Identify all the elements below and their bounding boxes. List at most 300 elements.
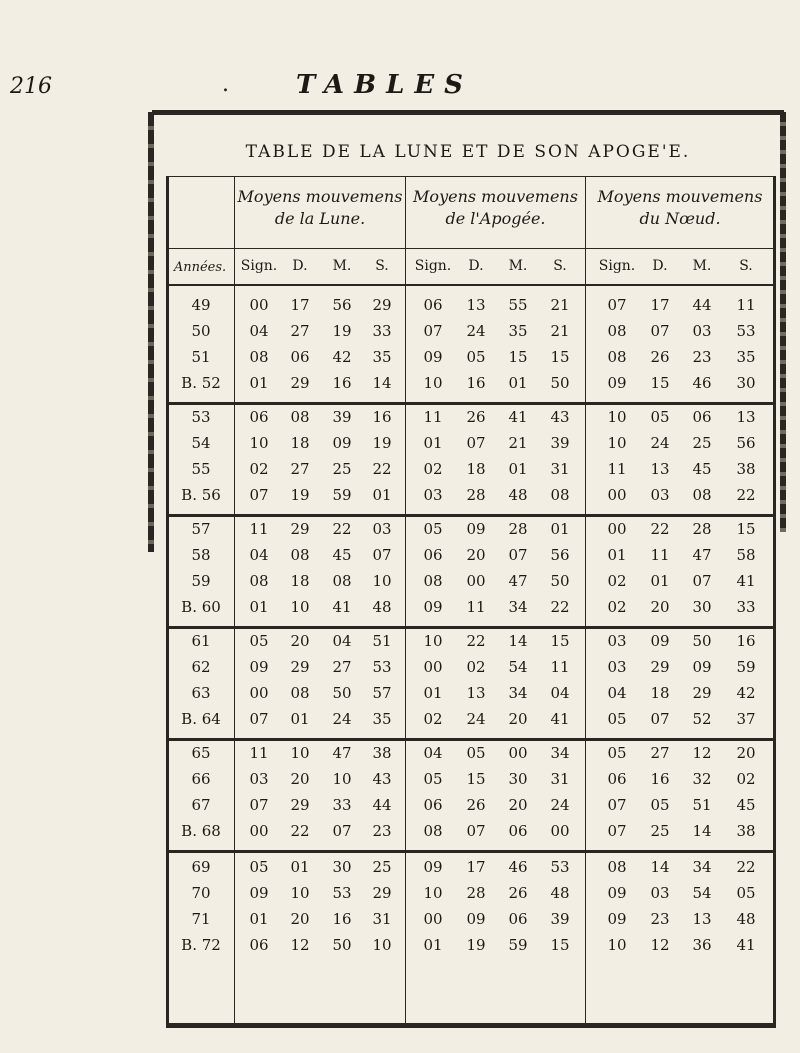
table-row (166, 822, 770, 850)
column-headers (166, 258, 770, 282)
top-rule (152, 110, 784, 115)
lune-sign-cell: 04 (249, 546, 269, 564)
noeud-sign-cell: 10 (607, 434, 627, 452)
lune-minutes-cell: 33 (332, 796, 352, 814)
lune-minutes-cell: 08 (332, 572, 352, 590)
lune-seconds-cell: 19 (372, 434, 392, 452)
lune-sign-cell: 07 (249, 710, 269, 728)
lune-sign-cell: 08 (249, 348, 269, 366)
lune-sign-cell: 07 (249, 796, 269, 814)
noeud-seconds-cell: 20 (736, 744, 756, 762)
apogee-seconds-cell: 08 (550, 486, 570, 504)
apogee-degrees-cell: 05 (466, 744, 486, 762)
lune-minutes-cell: 30 (332, 858, 352, 876)
apogee-sign-cell: 01 (423, 684, 443, 702)
lune-degrees-cell: 12 (290, 936, 310, 954)
year-cell: 50 (191, 322, 211, 340)
lune-minutes-cell: 09 (332, 434, 352, 452)
noeud-minutes-cell: 54 (692, 884, 712, 902)
lune-minutes-cell: 24 (332, 710, 352, 728)
table-row (166, 936, 770, 964)
apogee-degrees-cell: 17 (466, 858, 486, 876)
block-separator-rule (166, 402, 776, 405)
noeud-minutes-cell: 29 (692, 684, 712, 702)
apogee-sign-cell: 07 (423, 322, 443, 340)
noeud-sign-cell: 08 (607, 858, 627, 876)
noeud-degrees-cell: 20 (650, 598, 670, 616)
apogee-minutes-cell: 07 (508, 546, 528, 564)
apogee-minutes-cell: 21 (508, 434, 528, 452)
year-cell: B. 72 (181, 936, 221, 954)
noeud-seconds-cell: 30 (736, 374, 756, 392)
apogee-minutes-cell: 06 (508, 822, 528, 840)
noeud-minutes-cell: 06 (692, 408, 712, 426)
apogee-seconds-cell: 31 (550, 460, 570, 478)
apogee-degrees-cell: 07 (466, 434, 486, 452)
lune-seconds-cell: 07 (372, 546, 392, 564)
apogee-sign-cell: 06 (423, 546, 443, 564)
lune-sign-cell: 05 (249, 858, 269, 876)
apogee-degrees-cell: 00 (466, 572, 486, 590)
noeud-minutes-cell: 32 (692, 770, 712, 788)
apogee-seconds-cell: 41 (550, 710, 570, 728)
apogee-seconds-cell: 34 (550, 744, 570, 762)
lune-sign-cell: 09 (249, 884, 269, 902)
noeud-sign-cell: 05 (607, 710, 627, 728)
lune-degrees-cell: 29 (290, 520, 310, 538)
table-row (166, 374, 770, 402)
noeud-seconds-cell: 53 (736, 322, 756, 340)
table-row (166, 684, 770, 712)
apogee-seconds-cell: 24 (550, 796, 570, 814)
noeud-seconds-cell: 41 (736, 572, 756, 590)
apogee-sign-cell: 02 (423, 710, 443, 728)
lune-sign-cell: 05 (249, 632, 269, 650)
noeud-sign-cell: 10 (607, 936, 627, 954)
lune-degrees-cell: 17 (290, 296, 310, 314)
lune-minutes-cell: 42 (332, 348, 352, 366)
apogee-minutes-cell: 47 (508, 572, 528, 590)
group-header-line2: du Nœud. (639, 209, 721, 228)
lune-minutes-cell: 41 (332, 598, 352, 616)
noeud-sign-cell: 03 (607, 632, 627, 650)
noeud-degrees-cell: 27 (650, 744, 670, 762)
apogee-sign-cell: 01 (423, 434, 443, 452)
lune-sign-cell: 00 (249, 684, 269, 702)
apogee-sign-cell: 09 (423, 348, 443, 366)
lune-seconds-cell: 48 (372, 598, 392, 616)
lune-minutes-cell: 53 (332, 884, 352, 902)
apogee-degrees-cell: 24 (466, 322, 486, 340)
noeud-sign-cell: 09 (607, 374, 627, 392)
lune-sign-cell: 06 (249, 936, 269, 954)
group-header-line1: Moyens mouvemens (597, 187, 763, 206)
apogee-minutes-cell: 35 (508, 322, 528, 340)
lune-seconds-cell: 57 (372, 684, 392, 702)
year-cell: 59 (191, 572, 211, 590)
group-header-line2: de la Lune. (274, 209, 366, 228)
lune-seconds-cell: 38 (372, 744, 392, 762)
year-cell: 58 (191, 546, 211, 564)
lune-sign-cell: 00 (249, 296, 269, 314)
lune-minutes-cell: 04 (332, 632, 352, 650)
apogee-minutes-cell: 54 (508, 658, 528, 676)
lune-seconds-cell: 01 (372, 486, 392, 504)
apogee-seconds-cell: 15 (550, 936, 570, 954)
noeud-seconds-cell: 11 (736, 296, 756, 314)
noeud-sign-cell: 04 (607, 684, 627, 702)
lune-minutes-cell: 56 (332, 296, 352, 314)
block-separator-rule (166, 850, 776, 853)
noeud-degrees-cell: 07 (650, 710, 670, 728)
apogee-sign-cell: 01 (423, 936, 443, 954)
year-cell: 51 (191, 348, 211, 366)
lune-sign-cell: 04 (249, 322, 269, 340)
lune-sign-cell: 01 (249, 598, 269, 616)
noeud-sign-cell: 08 (607, 322, 627, 340)
noeud-degrees-cell: 16 (650, 770, 670, 788)
apogee-degrees-cell: 20 (466, 546, 486, 564)
noeud-sign-cell: 00 (607, 486, 627, 504)
lune-seconds-cell: 16 (372, 408, 392, 426)
noeud-sign-cell: 00 (607, 520, 627, 538)
apogee-sign-cell: 05 (423, 520, 443, 538)
noeud-sign-cell: 10 (607, 408, 627, 426)
apogee-degrees-cell: 07 (466, 822, 486, 840)
noeud-degrees-cell: 15 (650, 374, 670, 392)
noeud-minutes-cell: 12 (692, 744, 712, 762)
lune-sign-cell: 01 (249, 374, 269, 392)
year-cell: 66 (191, 770, 211, 788)
noeud-minutes-cell: 03 (692, 322, 712, 340)
apogee-seconds-cell: 21 (550, 322, 570, 340)
apogee-sign-cell: 09 (423, 858, 443, 876)
noeud-degrees-cell: 25 (650, 822, 670, 840)
apogee-degrees-cell: 13 (466, 296, 486, 314)
apogee-sign-cell: 02 (423, 460, 443, 478)
year-cell: B. 68 (181, 822, 221, 840)
apogee-minutes-cell: 28 (508, 520, 528, 538)
group-header-rule (166, 248, 776, 249)
lune-degrees-cell: 08 (290, 684, 310, 702)
lune-degrees-cell: 18 (290, 572, 310, 590)
lune-seconds-cell: 25 (372, 858, 392, 876)
apogee-minutes-cell: 41 (508, 408, 528, 426)
year-cell: B. 64 (181, 710, 221, 728)
table-row (166, 884, 770, 912)
lune-sign-cell: 01 (249, 910, 269, 928)
lune-degrees-cell: 08 (290, 408, 310, 426)
left-border-ornament (148, 112, 154, 552)
noeud-sign-cell: 02 (607, 572, 627, 590)
noeud-sign-cell: 06 (607, 770, 627, 788)
table-title: TABLE DE LA LUNE ET DE SON APOGE'E. (245, 142, 691, 162)
apogee-seconds-cell: 01 (550, 520, 570, 538)
apogee-sign-cell: 04 (423, 744, 443, 762)
apogee-sign-cell: 03 (423, 486, 443, 504)
col-header-sign: Sign. (414, 258, 452, 274)
lune-minutes-cell: 16 (332, 910, 352, 928)
apogee-minutes-cell: 00 (508, 744, 528, 762)
block-separator-rule (166, 626, 776, 629)
noeud-seconds-cell: 22 (736, 858, 756, 876)
table-row (166, 710, 770, 738)
apogee-degrees-cell: 26 (466, 408, 486, 426)
apogee-sign-cell: 08 (423, 572, 443, 590)
col-header-minutes: M. (508, 258, 528, 274)
noeud-seconds-cell: 42 (736, 684, 756, 702)
noeud-seconds-cell: 15 (736, 520, 756, 538)
group-header-line1: Moyens mouvemens (413, 187, 578, 206)
apogee-seconds-cell: 04 (550, 684, 570, 702)
apogee-degrees-cell: 09 (466, 910, 486, 928)
lune-sign-cell: 02 (249, 460, 269, 478)
apogee-minutes-cell: 01 (508, 460, 528, 478)
apogee-minutes-cell: 20 (508, 710, 528, 728)
lune-sign-cell: 06 (249, 408, 269, 426)
apogee-degrees-cell: 15 (466, 770, 486, 788)
year-cell: 71 (191, 910, 211, 928)
table-row (166, 546, 770, 574)
table-row (166, 434, 770, 462)
noeud-minutes-cell: 07 (692, 572, 712, 590)
lune-seconds-cell: 31 (372, 910, 392, 928)
col-header-seconds: S. (375, 258, 389, 274)
table-row (166, 520, 770, 548)
apogee-minutes-cell: 30 (508, 770, 528, 788)
table-row (166, 348, 770, 376)
apogee-seconds-cell: 48 (550, 884, 570, 902)
table-row (166, 744, 770, 772)
noeud-degrees-cell: 05 (650, 796, 670, 814)
lune-degrees-cell: 10 (290, 884, 310, 902)
apogee-sign-cell: 05 (423, 770, 443, 788)
noeud-degrees-cell: 24 (650, 434, 670, 452)
apogee-degrees-cell: 13 (466, 684, 486, 702)
page-header (0, 0, 800, 100)
lune-degrees-cell: 29 (290, 374, 310, 392)
apogee-minutes-cell: 14 (508, 632, 528, 650)
noeud-degrees-cell: 13 (650, 460, 670, 478)
lune-minutes-cell: 25 (332, 460, 352, 478)
apogee-degrees-cell: 02 (466, 658, 486, 676)
noeud-seconds-cell: 45 (736, 796, 756, 814)
apogee-minutes-cell: 20 (508, 796, 528, 814)
noeud-sign-cell: 05 (607, 744, 627, 762)
block-separator-rule (166, 738, 776, 741)
noeud-degrees-cell: 12 (650, 936, 670, 954)
apogee-minutes-cell: 01 (508, 374, 528, 392)
running-title: TABLES (296, 70, 473, 100)
table-row (166, 296, 770, 324)
col-header-seconds: S. (739, 258, 753, 274)
noeud-minutes-cell: 52 (692, 710, 712, 728)
apogee-seconds-cell: 31 (550, 770, 570, 788)
noeud-minutes-cell: 44 (692, 296, 712, 314)
lune-degrees-cell: 20 (290, 632, 310, 650)
table-row (166, 858, 770, 886)
noeud-sign-cell: 07 (607, 296, 627, 314)
noeud-minutes-cell: 36 (692, 936, 712, 954)
lune-sign-cell: 03 (249, 770, 269, 788)
col-header-degrees: D. (652, 258, 668, 274)
apogee-seconds-cell: 15 (550, 348, 570, 366)
year-cell: 69 (191, 858, 211, 876)
lune-degrees-cell: 08 (290, 546, 310, 564)
col-header-seconds: S. (553, 258, 567, 274)
table-row (166, 486, 770, 514)
lune-minutes-cell: 50 (332, 936, 352, 954)
noeud-minutes-cell: 14 (692, 822, 712, 840)
noeud-seconds-cell: 13 (736, 408, 756, 426)
noeud-minutes-cell: 50 (692, 632, 712, 650)
col-header-minutes: M. (692, 258, 712, 274)
apogee-minutes-cell: 26 (508, 884, 528, 902)
group-header-lune (236, 186, 404, 246)
noeud-degrees-cell: 09 (650, 632, 670, 650)
noeud-seconds-cell: 48 (736, 910, 756, 928)
years-header: Années. (173, 260, 227, 275)
noeud-degrees-cell: 01 (650, 572, 670, 590)
lune-degrees-cell: 18 (290, 434, 310, 452)
apogee-degrees-cell: 16 (466, 374, 486, 392)
noeud-minutes-cell: 28 (692, 520, 712, 538)
noeud-degrees-cell: 17 (650, 296, 670, 314)
year-cell: 67 (191, 796, 211, 814)
apogee-degrees-cell: 28 (466, 884, 486, 902)
lune-minutes-cell: 45 (332, 546, 352, 564)
lune-degrees-cell: 20 (290, 910, 310, 928)
noeud-degrees-cell: 22 (650, 520, 670, 538)
page-number: 216 (10, 74, 52, 99)
apogee-minutes-cell: 55 (508, 296, 528, 314)
group-header-noeud (587, 186, 773, 246)
noeud-minutes-cell: 30 (692, 598, 712, 616)
lune-sign-cell: 09 (249, 658, 269, 676)
noeud-seconds-cell: 56 (736, 434, 756, 452)
lune-sign-cell: 10 (249, 434, 269, 452)
apogee-degrees-cell: 11 (466, 598, 486, 616)
noeud-degrees-cell: 05 (650, 408, 670, 426)
lune-minutes-cell: 39 (332, 408, 352, 426)
noeud-seconds-cell: 05 (736, 884, 756, 902)
lune-degrees-cell: 10 (290, 744, 310, 762)
noeud-seconds-cell: 58 (736, 546, 756, 564)
noeud-degrees-cell: 23 (650, 910, 670, 928)
col-header-degrees: D. (292, 258, 308, 274)
table-row (166, 796, 770, 824)
apogee-seconds-cell: 39 (550, 910, 570, 928)
noeud-minutes-cell: 13 (692, 910, 712, 928)
lune-degrees-cell: 27 (290, 322, 310, 340)
year-cell: B. 52 (181, 374, 221, 392)
lune-sign-cell: 00 (249, 822, 269, 840)
lune-minutes-cell: 50 (332, 684, 352, 702)
group-header-line1: Moyens mouvemens (237, 187, 403, 206)
noeud-degrees-cell: 07 (650, 322, 670, 340)
year-cell: 55 (191, 460, 211, 478)
apogee-sign-cell: 10 (423, 884, 443, 902)
apogee-sign-cell: 00 (423, 910, 443, 928)
noeud-degrees-cell: 29 (650, 658, 670, 676)
lune-minutes-cell: 22 (332, 520, 352, 538)
lune-minutes-cell: 59 (332, 486, 352, 504)
lune-seconds-cell: 51 (372, 632, 392, 650)
noeud-seconds-cell: 02 (736, 770, 756, 788)
noeud-minutes-cell: 45 (692, 460, 712, 478)
lune-degrees-cell: 19 (290, 486, 310, 504)
noeud-sign-cell: 11 (607, 460, 627, 478)
apogee-seconds-cell: 15 (550, 632, 570, 650)
lune-degrees-cell: 10 (290, 598, 310, 616)
lune-minutes-cell: 16 (332, 374, 352, 392)
lune-seconds-cell: 10 (372, 572, 392, 590)
noeud-sign-cell: 09 (607, 884, 627, 902)
year-cell: 65 (191, 744, 211, 762)
group-header-apogee (407, 186, 584, 246)
lune-seconds-cell: 53 (372, 658, 392, 676)
apogee-degrees-cell: 24 (466, 710, 486, 728)
block-separator-rule (166, 514, 776, 517)
lune-seconds-cell: 43 (372, 770, 392, 788)
lune-seconds-cell: 29 (372, 296, 392, 314)
apogee-degrees-cell: 18 (466, 460, 486, 478)
apogee-sign-cell: 06 (423, 296, 443, 314)
lune-seconds-cell: 03 (372, 520, 392, 538)
apogee-seconds-cell: 50 (550, 374, 570, 392)
apogee-seconds-cell: 22 (550, 598, 570, 616)
apogee-minutes-cell: 34 (508, 684, 528, 702)
apogee-minutes-cell: 48 (508, 486, 528, 504)
noeud-sign-cell: 02 (607, 598, 627, 616)
lune-seconds-cell: 35 (372, 710, 392, 728)
year-cell: 70 (191, 884, 211, 902)
noeud-degrees-cell: 18 (650, 684, 670, 702)
lune-sign-cell: 08 (249, 572, 269, 590)
noeud-minutes-cell: 25 (692, 434, 712, 452)
noeud-sign-cell: 03 (607, 658, 627, 676)
apogee-seconds-cell: 50 (550, 572, 570, 590)
apogee-sign-cell: 09 (423, 598, 443, 616)
lune-minutes-cell: 47 (332, 744, 352, 762)
lune-seconds-cell: 29 (372, 884, 392, 902)
apogee-seconds-cell: 56 (550, 546, 570, 564)
apogee-seconds-cell: 00 (550, 822, 570, 840)
lune-sign-cell: 11 (249, 744, 269, 762)
apogee-seconds-cell: 11 (550, 658, 570, 676)
lune-degrees-cell: 01 (290, 858, 310, 876)
noeud-degrees-cell: 03 (650, 486, 670, 504)
apogee-degrees-cell: 28 (466, 486, 486, 504)
lune-minutes-cell: 19 (332, 322, 352, 340)
lune-seconds-cell: 10 (372, 936, 392, 954)
apogee-sign-cell: 08 (423, 822, 443, 840)
noeud-degrees-cell: 26 (650, 348, 670, 366)
col-header-degrees: D. (468, 258, 484, 274)
lune-degrees-cell: 01 (290, 710, 310, 728)
apogee-sign-cell: 10 (423, 374, 443, 392)
year-cell: 57 (191, 520, 211, 538)
page-dot: . (222, 72, 229, 97)
lune-degrees-cell: 06 (290, 348, 310, 366)
lune-degrees-cell: 29 (290, 796, 310, 814)
lune-degrees-cell: 20 (290, 770, 310, 788)
apogee-sign-cell: 10 (423, 632, 443, 650)
year-cell: 53 (191, 408, 211, 426)
apogee-sign-cell: 11 (423, 408, 443, 426)
apogee-seconds-cell: 39 (550, 434, 570, 452)
table-row (166, 460, 770, 488)
